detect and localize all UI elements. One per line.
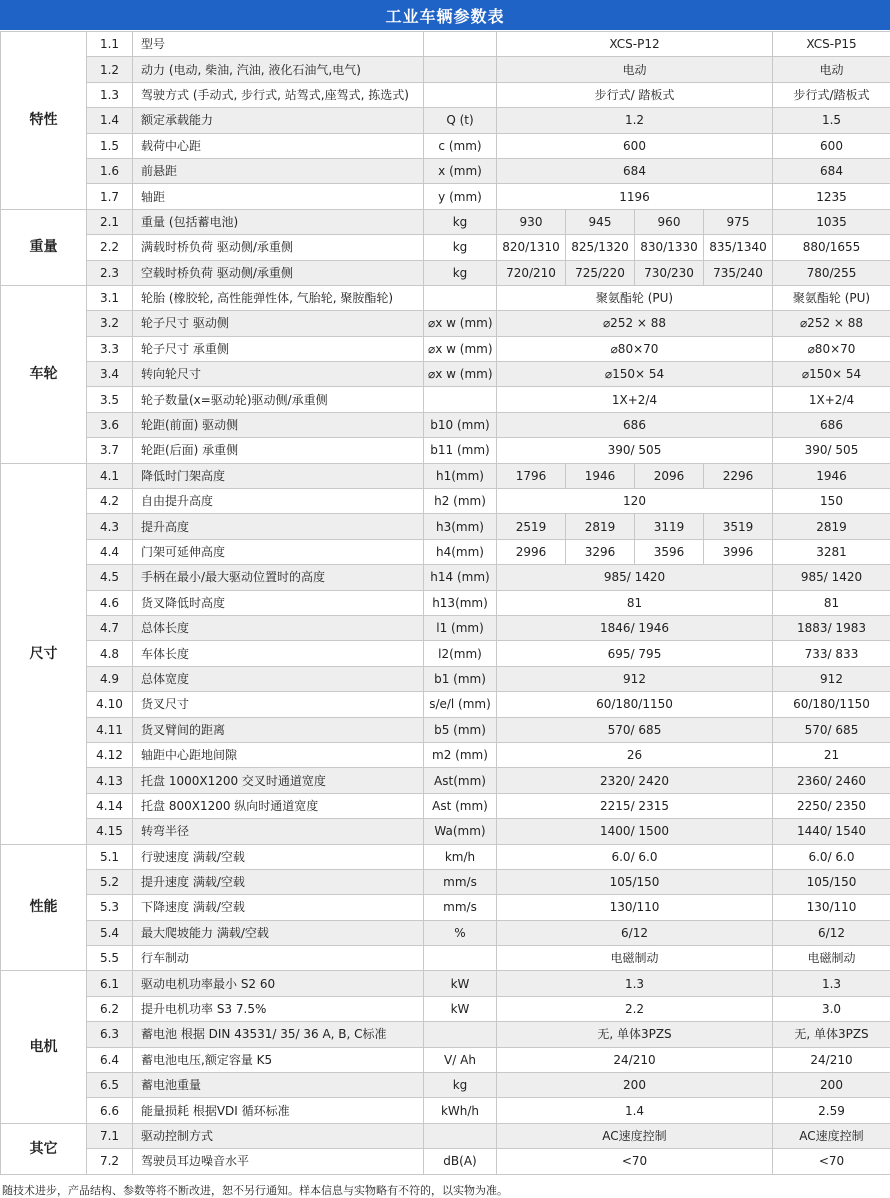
item-unit: b5 (mm) [424,717,497,742]
value-xcs-p15: 105/150 [773,869,890,894]
item-unit: mm/s [424,869,497,894]
item-unit: b11 (mm) [424,438,497,463]
table-row [1,514,890,539]
item-unit: h14 (mm) [424,565,497,590]
value-xcs-p12: 聚氨酯轮 (PU) [497,285,773,310]
table-row [1,133,890,158]
item-number: 4.15 [87,819,133,844]
item-number: 1.4 [87,108,133,133]
item-number: 5.2 [87,869,133,894]
item-number: 3.7 [87,438,133,463]
table-row [1,209,890,234]
value-xcs-p12: 1400/ 1500 [497,819,773,844]
item-number: 4.13 [87,768,133,793]
item-number: 4.11 [87,717,133,742]
value-xcs-p12: 686 [497,412,773,437]
item-name: 货叉降低时高度 [133,590,424,615]
item-unit: c (mm) [424,133,497,158]
value-xcs-p12: 130/110 [497,895,773,920]
value-xcs-p15: 600 [773,133,890,158]
item-number: 4.5 [87,565,133,590]
item-name: 行驶速度 满载/空载 [133,844,424,869]
value-xcs-p15: 6/12 [773,920,890,945]
value-xcs-p15: 1.5 [773,108,890,133]
value-xcs-p15: 2819 [773,514,890,539]
value-xcs-p15: ⌀150× 54 [773,362,890,387]
item-name: 驾驶方式 (手动式, 步行式, 站驾式,座驾式, 拣选式) [133,82,424,107]
table-row [1,717,890,742]
value-xcs-p12: 电动 [497,57,773,82]
value-xcs-p15: 780/255 [773,260,890,285]
item-unit: kW [424,996,497,1021]
value-xcs-p12: 6/12 [497,920,773,945]
item-name: 轮子数量(x=驱动轮)驱动侧/承重侧 [133,387,424,412]
value-xcs-p15: 1.3 [773,971,890,996]
value-xcs-p15: 60/180/1150 [773,692,890,717]
value-xcs-p12: 无, 单体3PZS [497,1022,773,1047]
value-xcs-p15: 3281 [773,539,890,564]
item-name: 蓄电池 根据 DIN 43531/ 35/ 36 A, B, C标准 [133,1022,424,1047]
item-number: 2.3 [87,260,133,285]
value-xcs-p15: 步行式/踏板式 [773,82,890,107]
item-unit [424,57,497,82]
value-xcs-p12: 60/180/1150 [497,692,773,717]
item-number: 4.10 [87,692,133,717]
value-xcs-p12: 735/240 [704,260,773,285]
table-row [1,285,890,310]
table-row [1,260,890,285]
item-name: 下降速度 满载/空载 [133,895,424,920]
item-number: 1.3 [87,82,133,107]
value-xcs-p15: 电磁制动 [773,946,890,971]
item-name: 托盘 800X1200 纵向时通道宽度 [133,793,424,818]
value-xcs-p12: 3996 [704,539,773,564]
table-row [1,539,890,564]
item-number: 3.4 [87,362,133,387]
value-xcs-p15: 21 [773,742,890,767]
item-number: 3.3 [87,336,133,361]
item-number: 6.3 [87,1022,133,1047]
item-name: 货叉臂间的距离 [133,717,424,742]
value-xcs-p12: 945 [566,209,635,234]
value-xcs-p15: 1440/ 1540 [773,819,890,844]
value-xcs-p15: 2360/ 2460 [773,768,890,793]
item-number: 1.6 [87,158,133,183]
item-number: 4.14 [87,793,133,818]
item-number: 2.2 [87,235,133,260]
value-xcs-p12: 1X+2/4 [497,387,773,412]
value-xcs-p12: 3596 [635,539,704,564]
value-xcs-p12: 2215/ 2315 [497,793,773,818]
value-xcs-p12: 步行式/ 踏板式 [497,82,773,107]
item-name: 空载时桥负荷 驱动侧/承重侧 [133,260,424,285]
value-xcs-p15: 686 [773,412,890,437]
value-xcs-p15: 570/ 685 [773,717,890,742]
item-number: 6.6 [87,1098,133,1123]
item-number: 1.1 [87,32,133,57]
value-xcs-p12: 26 [497,742,773,767]
item-name: 蓄电池电压,额定容量 K5 [133,1047,424,1072]
value-xcs-p15: 684 [773,158,890,183]
value-xcs-p12: 6.0/ 6.0 [497,844,773,869]
value-xcs-p12: 985/ 1420 [497,565,773,590]
value-xcs-p12: ⌀80×70 [497,336,773,361]
table-row [1,844,890,869]
category-cell: 电机 [1,971,87,1123]
table-row [1,742,890,767]
value-xcs-p12: 835/1340 [704,235,773,260]
value-xcs-p15: 81 [773,590,890,615]
value-xcs-p12: 2096 [635,463,704,488]
item-name: 轴距中心距地间隙 [133,742,424,767]
category-cell: 其它 [1,1123,87,1174]
item-name: 驱动控制方式 [133,1123,424,1148]
item-name: 轮胎 (橡胶轮, 高性能弹性体, 气胎轮, 聚胺酯轮) [133,285,424,310]
value-xcs-p12: 730/230 [635,260,704,285]
value-xcs-p12: 3119 [635,514,704,539]
item-name: 额定承载能力 [133,108,424,133]
table-row [1,869,890,894]
item-unit: Ast (mm) [424,793,497,818]
value-xcs-p15: 1035 [773,209,890,234]
item-number: 3.2 [87,311,133,336]
table-row [1,793,890,818]
item-name: 手柄在最小/最大驱动位置时的高度 [133,565,424,590]
item-number: 4.4 [87,539,133,564]
item-name: 轮子尺寸 承重侧 [133,336,424,361]
value-xcs-p15: XCS-P15 [773,32,890,57]
item-unit: b1 (mm) [424,666,497,691]
item-number: 2.1 [87,209,133,234]
item-unit: x (mm) [424,158,497,183]
value-xcs-p15: 聚氨酯轮 (PU) [773,285,890,310]
item-unit: Ast(mm) [424,768,497,793]
value-xcs-p12: 1.3 [497,971,773,996]
value-xcs-p12: 1796 [497,463,566,488]
item-name: 重量 (包括蓄电池) [133,209,424,234]
table-row [1,895,890,920]
value-xcs-p12: 3296 [566,539,635,564]
table-row [1,82,890,107]
item-name: 门架可延伸高度 [133,539,424,564]
value-xcs-p12: 电磁制动 [497,946,773,971]
item-unit: kg [424,235,497,260]
table-row [1,57,890,82]
table-row [1,590,890,615]
item-number: 4.7 [87,615,133,640]
item-unit: m2 (mm) [424,742,497,767]
item-number: 5.5 [87,946,133,971]
item-number: 4.9 [87,666,133,691]
item-name: 轮子尺寸 驱动侧 [133,311,424,336]
item-name: 动力 (电动, 柴油, 汽油, 液化石油气,电气) [133,57,424,82]
value-xcs-p12: 1946 [566,463,635,488]
table-row [1,235,890,260]
value-xcs-p12: 930 [497,209,566,234]
item-unit [424,387,497,412]
value-xcs-p12: 81 [497,590,773,615]
table-row [1,311,890,336]
item-name: 行车制动 [133,946,424,971]
item-number: 3.1 [87,285,133,310]
item-unit: h4(mm) [424,539,497,564]
value-xcs-p12: 1196 [497,184,773,209]
value-xcs-p15: ⌀252 × 88 [773,311,890,336]
item-name: 驱动电机功率最小 S2 60 [133,971,424,996]
table-row [1,438,890,463]
value-xcs-p12: 2819 [566,514,635,539]
table-row [1,489,890,514]
value-xcs-p12: 120 [497,489,773,514]
item-unit [424,1123,497,1148]
value-xcs-p15: 2.59 [773,1098,890,1123]
item-unit: V/ Ah [424,1047,497,1072]
item-unit: kg [424,260,497,285]
table-row [1,1073,890,1098]
category-cell: 特性 [1,32,87,210]
value-xcs-p15: 1X+2/4 [773,387,890,412]
table-row [1,184,890,209]
item-unit: Q (t) [424,108,497,133]
value-xcs-p12: 570/ 685 [497,717,773,742]
value-xcs-p15: 3.0 [773,996,890,1021]
item-name: 托盘 1000X1200 交叉时通道宽度 [133,768,424,793]
item-number: 6.5 [87,1073,133,1098]
item-unit [424,285,497,310]
item-unit: kW [424,971,497,996]
item-name: 轮距(后面) 承重侧 [133,438,424,463]
value-xcs-p12: 24/210 [497,1047,773,1072]
item-number: 4.3 [87,514,133,539]
value-xcs-p12: 2320/ 2420 [497,768,773,793]
item-unit [424,1022,497,1047]
item-name: 总体长度 [133,615,424,640]
table-row [1,463,890,488]
item-number: 6.2 [87,996,133,1021]
value-xcs-p15: 1946 [773,463,890,488]
item-unit: kWh/h [424,1098,497,1123]
value-xcs-p15: 电动 [773,57,890,82]
table-row [1,1047,890,1072]
item-unit: s/e/l (mm) [424,692,497,717]
value-xcs-p12: 2996 [497,539,566,564]
table-row [1,920,890,945]
table-row [1,1098,890,1123]
item-unit [424,82,497,107]
item-name: 驾驶员耳边噪音水平 [133,1149,424,1174]
table-row [1,615,890,640]
table-row [1,1149,890,1174]
item-unit: ⌀x w (mm) [424,362,497,387]
value-xcs-p12: 960 [635,209,704,234]
item-name: 型号 [133,32,424,57]
item-number: 3.5 [87,387,133,412]
footer-note: 随技术进步，产品结构、参数等将不断改进，恕不另行通知。样本信息与实物略有不符的，以实物为准。 [2,1182,508,1198]
table-row [1,641,890,666]
table-row [1,946,890,971]
value-xcs-p12: 684 [497,158,773,183]
item-name: 满载时桥负荷 驱动侧/承重侧 [133,235,424,260]
item-unit: h1(mm) [424,463,497,488]
value-xcs-p12: AC速度控制 [497,1123,773,1148]
spec-table [0,31,890,1175]
item-unit: kg [424,209,497,234]
category-cell: 尺寸 [1,463,87,844]
item-unit: l2(mm) [424,641,497,666]
value-xcs-p15: <70 [773,1149,890,1174]
value-xcs-p12: 390/ 505 [497,438,773,463]
value-xcs-p15: 985/ 1420 [773,565,890,590]
item-unit: km/h [424,844,497,869]
value-xcs-p12: 720/210 [497,260,566,285]
table-row [1,1022,890,1047]
item-name: 提升电机功率 S3 7.5% [133,996,424,1021]
item-number: 6.4 [87,1047,133,1072]
item-unit: mm/s [424,895,497,920]
table-row [1,1123,890,1148]
value-xcs-p12: 1.2 [497,108,773,133]
table-row [1,108,890,133]
item-number: 4.1 [87,463,133,488]
item-name: 总体宽度 [133,666,424,691]
value-xcs-p12: 1.4 [497,1098,773,1123]
item-name: 载荷中心距 [133,133,424,158]
value-xcs-p12: 912 [497,666,773,691]
item-number: 1.2 [87,57,133,82]
item-number: 4.6 [87,590,133,615]
value-xcs-p12: 695/ 795 [497,641,773,666]
table-row [1,387,890,412]
value-xcs-p12: 2296 [704,463,773,488]
item-name: 车体长度 [133,641,424,666]
value-xcs-p12: 3519 [704,514,773,539]
item-number: 7.2 [87,1149,133,1174]
table-row [1,362,890,387]
table-row [1,692,890,717]
table-row [1,412,890,437]
value-xcs-p12: 600 [497,133,773,158]
item-name: 降低时门架高度 [133,463,424,488]
item-name: 货叉尺寸 [133,692,424,717]
value-xcs-p12: 2519 [497,514,566,539]
table-row [1,565,890,590]
value-xcs-p15: 733/ 833 [773,641,890,666]
table-row [1,32,890,57]
item-unit: y (mm) [424,184,497,209]
value-xcs-p15: 150 [773,489,890,514]
value-xcs-p15: 1235 [773,184,890,209]
item-name: 转向轮尺寸 [133,362,424,387]
value-xcs-p15: 912 [773,666,890,691]
value-xcs-p12: 830/1330 [635,235,704,260]
item-name: 轴距 [133,184,424,209]
table-row [1,971,890,996]
item-unit: h2 (mm) [424,489,497,514]
category-cell: 性能 [1,844,87,971]
item-number: 1.7 [87,184,133,209]
value-xcs-p12: 825/1320 [566,235,635,260]
item-number: 6.1 [87,971,133,996]
item-name: 提升高度 [133,514,424,539]
value-xcs-p12: 2.2 [497,996,773,1021]
table-row [1,666,890,691]
value-xcs-p12: 105/150 [497,869,773,894]
value-xcs-p15: 24/210 [773,1047,890,1072]
value-xcs-p15: ⌀80×70 [773,336,890,361]
item-unit: ⌀x w (mm) [424,336,497,361]
value-xcs-p12: 975 [704,209,773,234]
item-name: 提升速度 满载/空载 [133,869,424,894]
value-xcs-p12: 1846/ 1946 [497,615,773,640]
item-number: 4.8 [87,641,133,666]
item-unit: dB(A) [424,1149,497,1174]
table-row [1,768,890,793]
item-number: 3.6 [87,412,133,437]
item-unit [424,946,497,971]
value-xcs-p15: 130/110 [773,895,890,920]
value-xcs-p12: <70 [497,1149,773,1174]
value-xcs-p12: XCS-P12 [497,32,773,57]
item-number: 4.2 [87,489,133,514]
item-name: 前悬距 [133,158,424,183]
value-xcs-p15: 390/ 505 [773,438,890,463]
value-xcs-p15: 2250/ 2350 [773,793,890,818]
value-xcs-p12: ⌀252 × 88 [497,311,773,336]
value-xcs-p12: 820/1310 [497,235,566,260]
item-number: 4.12 [87,742,133,767]
item-unit: kg [424,1073,497,1098]
item-unit: h3(mm) [424,514,497,539]
value-xcs-p12: 200 [497,1073,773,1098]
item-name: 轮距(前面) 驱动侧 [133,412,424,437]
value-xcs-p15: 1883/ 1983 [773,615,890,640]
value-xcs-p15: 880/1655 [773,235,890,260]
item-number: 1.5 [87,133,133,158]
item-number: 5.3 [87,895,133,920]
value-xcs-p15: 200 [773,1073,890,1098]
value-xcs-p12: ⌀150× 54 [497,362,773,387]
item-name: 转弯半径 [133,819,424,844]
item-unit: b10 (mm) [424,412,497,437]
value-xcs-p15: 无, 单体3PZS [773,1022,890,1047]
value-xcs-p15: AC速度控制 [773,1123,890,1148]
value-xcs-p12: 725/220 [566,260,635,285]
item-number: 5.1 [87,844,133,869]
table-row [1,336,890,361]
item-unit: l1 (mm) [424,615,497,640]
item-unit: Wa(mm) [424,819,497,844]
item-number: 5.4 [87,920,133,945]
item-unit: % [424,920,497,945]
item-number: 7.1 [87,1123,133,1148]
value-xcs-p15: 6.0/ 6.0 [773,844,890,869]
table-row [1,158,890,183]
category-cell: 重量 [1,209,87,285]
item-name: 能量损耗 根据VDI 循环标准 [133,1098,424,1123]
category-cell: 车轮 [1,285,87,463]
item-name: 最大爬坡能力 满载/空载 [133,920,424,945]
item-unit: ⌀x w (mm) [424,311,497,336]
page-title: 工业车辆参数表 [0,0,890,30]
item-unit [424,32,497,57]
item-unit: h13(mm) [424,590,497,615]
item-name: 蓄电池重量 [133,1073,424,1098]
item-name: 自由提升高度 [133,489,424,514]
table-row [1,996,890,1021]
table-row [1,819,890,844]
